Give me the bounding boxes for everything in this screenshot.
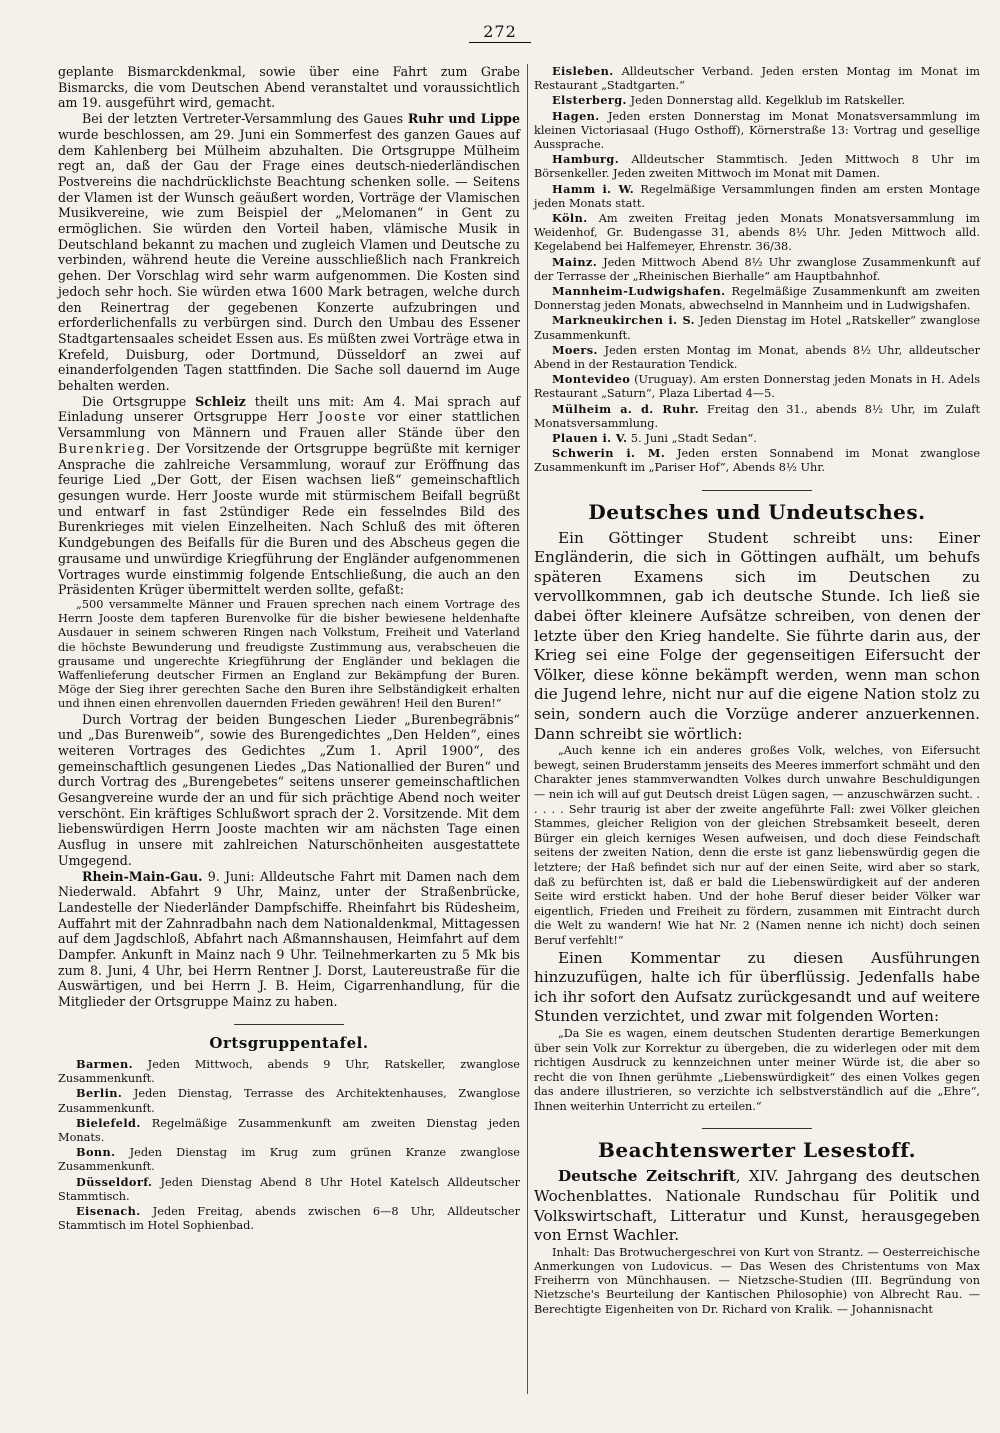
list-item: Bonn. Jeden Dienstag im Krug zum grünen Kranze zwanglose Zusammenkunft.	[58, 1145, 520, 1174]
list-item: Plauen i. V. 5. Juni „Stadt Sedan“.	[552, 431, 757, 446]
ortsgruppen-list-right	[534, 64, 980, 476]
left-column	[58, 64, 520, 1233]
list-item: Moers. Jeden ersten Montag im Monat, abends 8½ Uhr, alldeutscher Abend in der Restauration Tendick.	[534, 342, 980, 372]
section-rule	[702, 1128, 812, 1129]
student-reply-quote: „Da Sie es wagen, einem deutschen Studenten derartige Bemerkungen über sein Volk zur Korrektur zu übergeben, die zu widerlegen oder mit dem richtigen Ausdruck zu kennzeichnen unter meiner Würde ist, die aber so recht die von Ihnen gerühmte „Liebenswürdigkeit“ des einen Volkes gegen das andere illustrieren, so verzichte ich selbstverständlich auf die „Ehre“, Ihnen weiterhin Unterricht zu erteilen.“	[534, 1026, 980, 1113]
paragraph-bismarck: geplante Bismarckdenkmal, sowie über eine Fahrt zum Grabe Bismarcks, die vom Deutschen Abend veranstaltet und voraussichtlich am 19. ausgeführt wird, gemacht.	[58, 64, 520, 111]
inhalt-list: Inhalt: Das Brotwuchergeschrei von Kurt von Strantz. — Oesterreichische Anmerkungen von Ludovicus. — Das Wesen des Christentums von Max Freiherrn von Münchhausen. — Nietzsche-Studien (III. Begründung von Nietzsche's Beurteilung der Kantischen Philosophie) von Albrecht Rau. — Berechtigte Eigenheiten von Dr. Richard von Kralik. — Johannisnacht	[534, 1245, 980, 1316]
section-heading-deutsches: Deutsches und Undeutsches.	[588, 499, 926, 524]
list-item: Hamm i. W. Regelmäßige Versammlungen finden am ersten Montage jeden Monats statt.	[534, 181, 980, 210]
list-item: Elsterberg. Jeden Donnerstag alld. Kegelklub im Ratskeller.	[552, 93, 906, 108]
paragraph-burenlieder: Durch Vortrag der beiden Bungeschen Lieder „Burenbegräbnis“ und „Das Burenweib“, sowie des Burengedichtes „Den Helden“, eines weiteren Vortrages des Gedichtes „Zum 1. April 1900“, des gemeinschaftlich gesungenen Liedes „Das Nationallied der Buren“ und durch Vortrag des „Burengebetes“ seitens unserer gemeinschaftlichen Gesangvereine wurde der an und für sich prächtige Abend noch weiter verschönt. Ein kräftiges Schlußwort sprach der 2. Vorsitzende. Mit dem liebenswürdigen Herrn Jooste machten wir am nächsten Tage einen Ausflug in unsere mit zahlreichen Naturschönheiten ausgestattete Umgegend.	[58, 711, 520, 868]
list-item: Hamburg. Alldeutscher Stammtisch. Jeden Mittwoch 8 Uhr im Börsenkeller. Jeden zweiten Mittwoch im Monat mit Damen.	[534, 152, 980, 181]
column-divider	[527, 64, 528, 1394]
list-item: Hagen. Jeden ersten Donnerstag im Monat Monatsversammlung im kleinen Victoriasaal (Hugo Osthoff), Körnerstraße 13: Vortrag und gesellige Aussprache.	[534, 108, 980, 152]
section-rule	[702, 490, 812, 491]
list-item: Markneukirchen i. S. Jeden Dienstag im Hotel „Ratskeller“ zwanglose Zusammenkunft.	[534, 313, 980, 342]
right-column	[534, 64, 980, 1317]
student-reply-intro: Einen Kommentar zu diesen Ausführungen hinzuzufügen, halte ich für überflüssig. Jedenfalls habe ich ihr sofort den Aufsatz zurückgesandt und auf weitere Stunden verzichtet, und zwar mit folgenden Worten:	[534, 948, 980, 1026]
section-heading-lesestoff: Beachtenswerter Lesestoff.	[597, 1138, 917, 1163]
section-rule	[234, 1024, 344, 1025]
list-item: Barmen. Jeden Mittwoch, abends 9 Uhr, Ratskeller, zwanglose Zusammenkunft.	[58, 1056, 520, 1086]
englishwoman-quote: „Auch kenne ich ein anderes großes Volk, welches, von Eifersucht bewegt, seinen Bruderstamm jenseits des Meeres immerfort schmäht und den Charakter jenes stammverwandten Volkes durch unwahre Beschuldigungen — nein ich will auf gut Deutsch dreist Lügen sagen, — anzuschwärzen sucht. . . . . . Sehr traurig ist aber der zweite angeführte Fall: zwei Völker gleichen Stammes, gleicher Religion von der gleichen Strebsamkeit beseelt, deren Bürger ein gleich kerniges Wesen aufweisen, und doch diese Feindschaft seitens der zweiten Nation, denn die erste ist ganz liebenswürdig gegen die letztere; der Haß befindet sich nur auf der einen Seite, wird aber so stark, daß zu befürchten ist, daß er bald die Liebenswürdigkeit auf der anderen Seite wird erstickt haben. Und der hohe Beruf dieser beider Völker war eigentlich, Frieden und Freiheit zu fördern, zusammen mit Eintracht durch die Welt zu wandern! Wie hat Nr. 2 (Namen nenne ich nicht) doch seinen Beruf verfehlt!“	[534, 744, 980, 947]
page-number: 272	[0, 22, 1000, 41]
list-item: Eisenach. Jeden Freitag, abends zwischen 6—8 Uhr, Alldeutscher Stammtisch im Hotel Sophienbad.	[58, 1203, 520, 1233]
resolution-quote: „500 versammelte Männer und Frauen sprechen nach einem Vortrage des Herrn Jooste dem tapferen Burenvolke für die bisher bewiesene heldenhafte Ausdauer in seinem schweren Ringen nach Volkstum, Freiheit und Vaterland die höchste Bewunderung und freudigste Zustimmung aus, verabscheuen die grausame und ungerechte Kriegführung der Engländer und beklagen die Waffenlieferung deutscher Firmen an England zur Bekämpfung der Buren. Möge der Sieg ihrer gerechten Sache den Buren ihre Selbständigkeit erhalten und ihnen einen ehrenvollen dauernden Frieden gewähren! Heil den Buren!“	[58, 597, 520, 711]
ortsgruppen-list-left	[58, 1057, 520, 1233]
list-item: Bielefeld. Regelmäßige Zusammenkunft am zweiten Dienstag jeden Monats.	[58, 1115, 520, 1144]
list-item: Schwerin i. M. Jeden ersten Sonnabend im Monat zwanglose Zusammenkunft im „Pariser Hof“, Abends 8½ Uhr.	[534, 446, 981, 475]
list-item: Düsseldorf. Jeden Dienstag Abend 8 Uhr Hotel Katelsch Alldeutscher Stammtisch.	[58, 1174, 520, 1203]
paragraph-schleiz: Die Ortsgruppe Schleiz theilt uns mit: Am 4. Mai sprach auf Einladung unserer Ortsgruppe Herr Jooste vor einer stattlichen Versammlung von Männern und Frauen aller Stände über den Burenkrieg. Der Vorsitzende der Ortsgruppe begrüßte mit kerniger Ansprache die zahlreiche Versammlung, worauf zur Eröffnung das feurige Lied „Der Gott, der Eisen wachsen ließ“ gemeinschaftlich gesungen wurde. Herr Jooste wurde mit stürmischem Beifall begrüßt und entwarf in fast 2stündiger Rede ein fesselndes Bild des Burenkrieges mit vielen Einzelheiten. Nach Schluß des mit öfteren Kundgebungen des Beifalls für die Buren und des Abscheus gegen die grausame und unwürdige Kriegführung der Engländer aufgenommenen Vortrages wurde einstimmig folgende Entschließung, die auch an den Präsidenten Krüger übermittelt werden sollte, gefaßt:	[58, 393, 520, 598]
list-item: Köln. Am zweiten Freitag jeden Monats Monatsversammlung im Weidenhof, Gr. Budengasse 31, abends 8½ Uhr. Jeden Mittwoch alld. Kegelabend bei Halfemeyer, Ehrenstr. 36/38.	[534, 211, 980, 254]
paragraph-rhein-main: Rhein-Main-Gau. 9. Juni: Alldeutsche Fahrt mit Damen nach dem Niederwald. Abfahrt 9 Uhr, Mainz, unter der Straßenbrücke, Landestelle der Niederländer Dampfschiffe. Rheinfahrt bis Rüdesheim, Auffahrt mit der Zahnradbahn nach dem Nationaldenkmal, Mittagessen auf dem Jagdschloß, Abfahrt nach Aßmannshausen, Heimfahrt auf dem Dampfer. Ankunft in Mainz nach 9 Uhr. Teilnehmerkarten zu 5 Mk bis zum 8. Juni, 4 Uhr, bei Herrn Rentner J. Dorst, Lautereustraße für die Auswärtigen, und bei Herrn J. B. Heim, Cigarrenhandlung, für die Mitglieder der Ortsgruppe Mainz zu haben.	[58, 868, 520, 1010]
paragraph-ruhr-lippe: Bei der letzten Vertreter-Versammlung des Gaues Ruhr und Lippe wurde beschlossen, am 29. Juni ein Sommerfest des ganzen Gaues auf dem Kahlenberg bei Mülheim abzuhalten. Die Ortsgruppe Mülheim regt an, daß der Gau der Frage eines deutsch-niederländischen Postvereins die nachdrücklichste Beachtung schenken solle. — Seitens der Vlamen ist der Wunsch geäußert worden, Vorträge der Vlamischen Musikvereine, wie zum Beispiel der „Melomanen“ in Gent zu ermöglichen. Sie würden den Vorteil haben, vlämische Musik in Deutschland bekannt zu machen und zugleich Vlamen und Deutsche zu verbinden, während heute die Vereine ausschließlich nach Frankreich gehen. Der Vorschlag wird sehr warm aufgenommen. Die Kosten sind jedoch sehr hoch. Sie würden etwa 1600 Mark betragen, welche durch den Reinertrag der gegebenen Konzerte aufzubringen und erforderlichenfalls zu verbürgen sind. Durch den Umbau des Essener Stadtgartensaales scheidet Essen aus. Es müßten zwei Vorträge etwa in Krefeld, Duisburg, oder Dortmund, Düsseldorf an zwei auf einanderfolgenden Tagen stattfinden. Die Sache soll dauernd im Auge behalten werden.	[58, 111, 520, 394]
zeitschrift-entry: Deutsche Zeitschrift, XIV. Jahrgang des deutschen Wochenblattes. Nationale Rundschau für Politik und Volkswirtschaft, Litteratur und Kunst, herausgegeben von Ernst Wachler.	[534, 1167, 980, 1245]
list-item: Mannheim-Ludwigshafen. Regelmäßige Zusammenkunft am zweiten Donnerstag jeden Monats, abwechselnd in Mannheim und in Ludwigshafen.	[534, 284, 980, 313]
ortsgruppentafel-heading: Ortsgruppentafel.	[209, 1033, 369, 1052]
list-item: Eisleben. Alldeutscher Verband. Jeden ersten Montag im Monat im Restaurant „Stadtgarten.“	[534, 64, 980, 93]
list-item: Berlin. Jeden Dienstag, Terrasse des Architektenhauses, Zwanglose Zusammenkunft.	[58, 1086, 520, 1115]
list-item: Mülheim a. d. Ruhr. Freitag den 31., abends 8½ Uhr, im Zulaft Monatsversammlung.	[534, 401, 980, 430]
list-item: Mainz. Jeden Mittwoch Abend 8½ Uhr zwanglose Zusammenkunft auf der Terrasse der „Rheinischen Bierhalle“ am Hauptbahnhof.	[534, 254, 980, 283]
list-item: Montevideo (Uruguay). Am ersten Donnerstag jeden Monats in H. Adels Restaurant „Saturn“, Plaza Libertad 4—5.	[534, 372, 980, 401]
student-letter: Ein Göttinger Student schreibt uns: Einer Engländerin, die sich in Göttingen aufhält, um behufs späteren Examens sich im Deutschen zu vervollkommnen, gab ich deutsche Stunde. Ich ließ sie dabei öfter kleinere Aufsätze schreiben, von denen der letzte über den Krieg handelte. Sie führte darin aus, der Krieg sei eine Folge der gegenseitigen Eifersucht der Völker, diese könne bekämpft werden, wenn man schon die Jugend lehre, nicht nur auf die eigene Nation stolz zu sein, sondern auch die Vorzüge anderer anzuerkennen. Dann schreibt sie wörtlich:	[534, 528, 980, 743]
